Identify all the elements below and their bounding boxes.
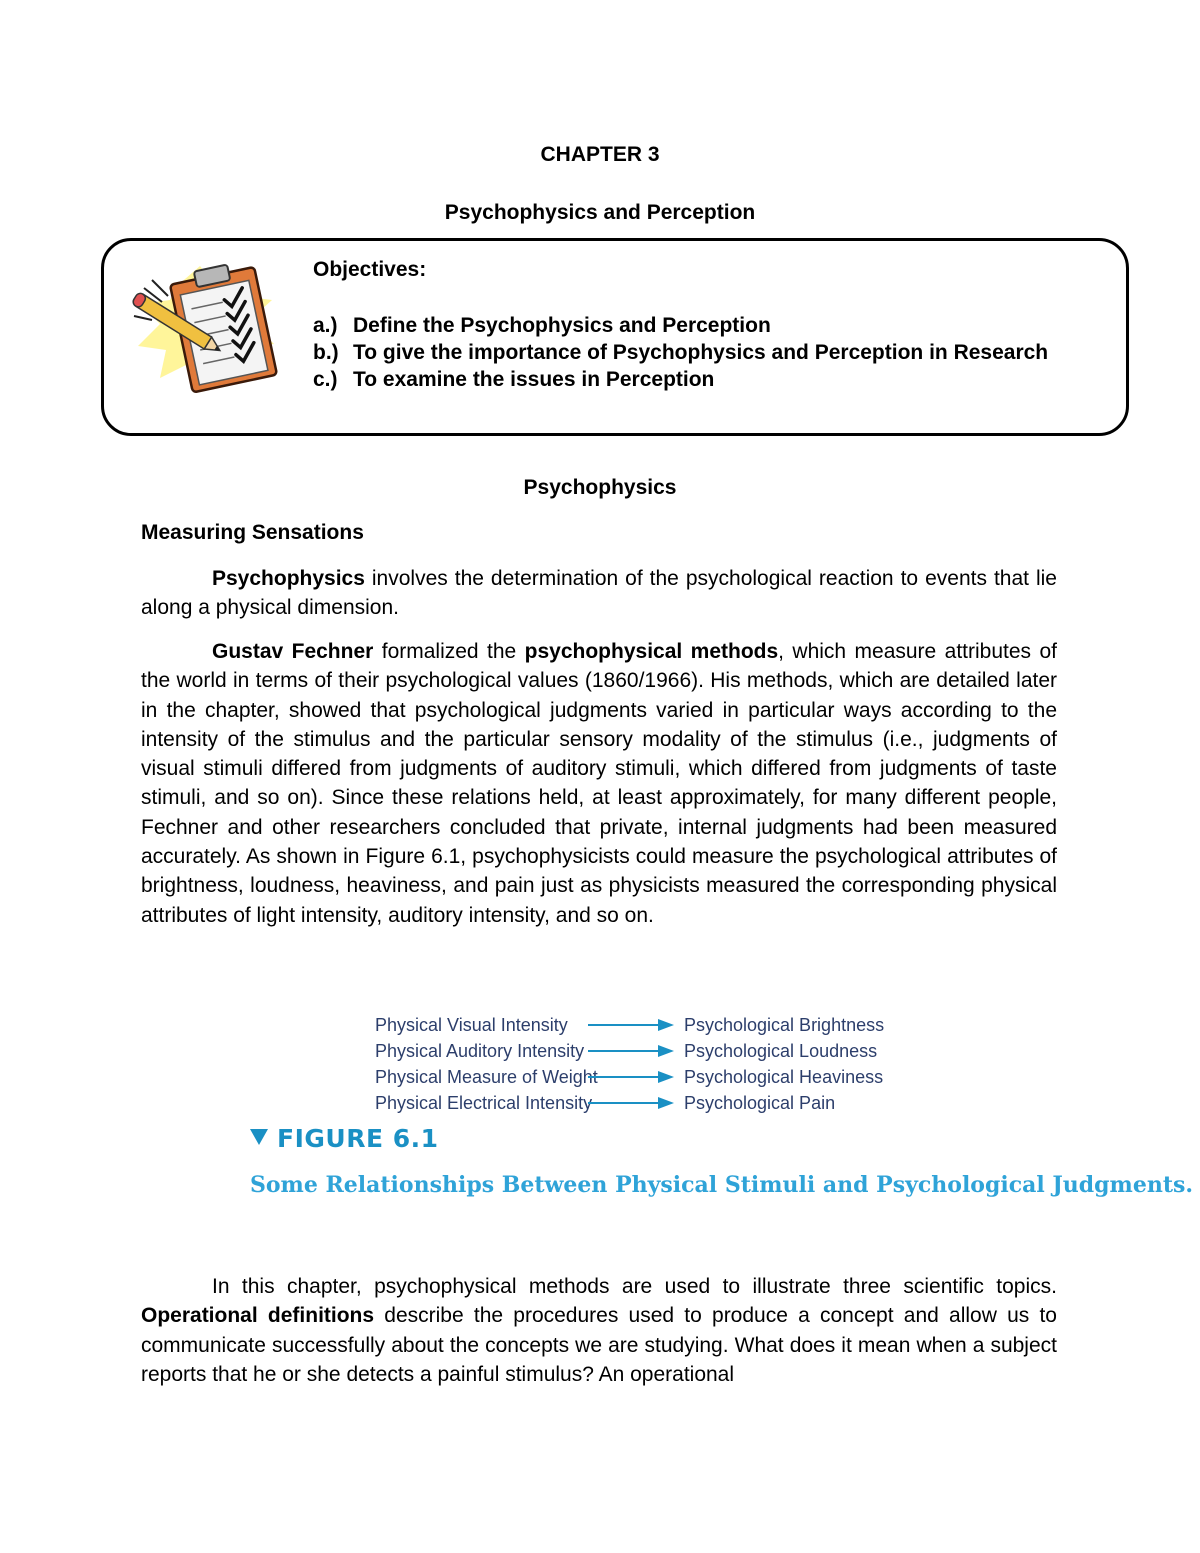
paragraph-text: , which measure attributes of the world in terms of their psychological values (1860/1966). His methods, which are detailed later in the chapter, showed that psychological judgments varied in particular ways according to the intensity of the stimulus and the particular sensory modality of the stimulus (i.e., judgments of visual stimuli differed from judgments of auditory stimuli, which differed from judgments of taste stimuli, and so on). Since these relations held, at least approximately, for many different people, Fechner and other researchers concluded that private, internal judgments had been measured accurately. As shown in Figure 6.1, psychophysicists could measure the psychological attributes of brightness, loudness, heaviness, and pain just as physicists measured the corresponding physical attributes of light intensity, auditory intensity, and so on.: [141, 640, 1057, 927]
psychological-attribute: Psychological Pain: [684, 1093, 836, 1113]
arrow-right-icon: [588, 1018, 674, 1032]
physical-attribute: Physical Electrical Intensity: [375, 1093, 593, 1113]
arrow-right-icon: [588, 1070, 674, 1084]
figure-6-1: [250, 1012, 1194, 1212]
figure-label: [250, 1124, 439, 1153]
chapter-number: CHAPTER 3: [540, 143, 660, 166]
figure-caption: Some Relationships Between Physical Stimuli and Psychological Judgments.: [250, 1172, 1194, 1198]
objective-letter: c.): [313, 368, 338, 391]
objectives-list: [313, 312, 1059, 393]
psychological-attribute: Psychological Loudness: [684, 1041, 878, 1061]
paragraph-text: involves the determination of the psychological reaction to events that lie along a physical dimension.: [141, 567, 1057, 620]
section-heading: Psychophysics: [523, 476, 677, 499]
subsection-heading: Measuring Sensations: [141, 521, 364, 544]
objective-letter: a.): [313, 314, 338, 337]
objective-item: [313, 312, 1059, 339]
chapter-title: Psychophysics and Perception: [444, 201, 756, 224]
figure-row: [375, 1012, 895, 1038]
term-psychophysics: Psychophysics: [212, 567, 365, 590]
figure-label-text: FIGURE 6.1: [277, 1124, 439, 1153]
arrow-right-icon: [588, 1096, 674, 1110]
paragraph-text: describe the procedures used to produce a concept and allow us to communicate successfully about the concepts we are studying. What does it mean when a subject reports that he or she detects a painful stimulus? An operational: [141, 1304, 1057, 1386]
figure-row: [375, 1038, 895, 1064]
clipboard-checklist-icon: [122, 258, 282, 394]
objective-item: [313, 366, 1059, 393]
triangle-down-icon: [250, 1129, 268, 1145]
physical-attribute: Physical Auditory Intensity: [375, 1041, 585, 1061]
objective-letter: b.): [313, 341, 339, 364]
paragraph-psychophysics: [141, 564, 1057, 623]
figure-row: [375, 1064, 895, 1090]
physical-attribute: Physical Measure of Weight: [375, 1067, 598, 1087]
paragraph-text: In this chapter, psychophysical methods are used to illustrate three scientific topics.: [212, 1275, 1057, 1298]
paragraph-operational-definitions: [141, 1272, 1057, 1389]
objective-text: To examine the issues in Perception: [353, 368, 715, 391]
physical-attribute: Physical Visual Intensity: [375, 1015, 568, 1035]
term-operational-definitions: Operational definitions: [141, 1304, 375, 1328]
objective-text: To give the importance of Psychophysics and Perception in Research: [353, 341, 1049, 364]
arrow-right-icon: [588, 1044, 674, 1058]
objective-item: [313, 339, 1059, 366]
term-psychophysical-methods: psychophysical methods: [524, 640, 779, 663]
paragraph-text: formalized the: [373, 640, 525, 663]
name-gustav-fechner: Gustav Fechner: [212, 640, 374, 663]
objectives-title: Objectives:: [313, 258, 427, 281]
paragraph-fechner: [141, 637, 1057, 930]
psychological-attribute: Psychological Heaviness: [684, 1067, 884, 1087]
psychological-attribute: Psychological Brightness: [684, 1015, 885, 1035]
objective-text: Define the Psychophysics and Perception: [353, 314, 771, 337]
figure-row: [375, 1090, 895, 1116]
